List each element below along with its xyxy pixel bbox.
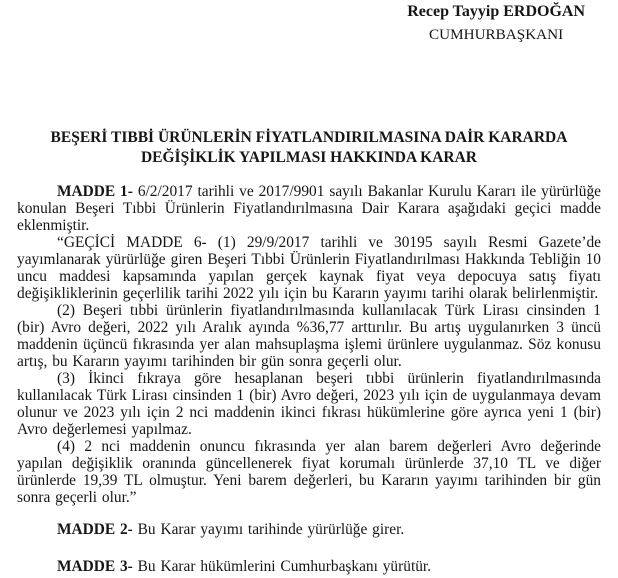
madde-3-text: Bu Karar hükümlerini Cumhurbaşkanı yürütür. — [132, 558, 432, 575]
gecici-madde-6-text: “GEÇİCİ MADDE 6- (1) 29/9/2017 tarihli ve 30195 sayılı Resmi Gazete’de yayımlanarak yürürlüğe giren Beşeri Tıbbi Ürünlerin Fiyatlandırılması Hakkında Tebliğin 10 uncu maddesi kapsamında yapılan gerçek kaynak fiyat veya depocuya satış fiyatı değişikliklerinin geçerlilik tarihi 2022 yılı için bu Kararın yayımı tarihi olarak belirlenmiştir. — [17, 234, 601, 302]
signatory-title: CUMHURBAŞKANI — [429, 26, 564, 43]
paragraph-madde-3 — [17, 558, 601, 575]
madde-1-label: MADDE 1- — [57, 183, 133, 200]
paragraph-fikra-3 — [17, 370, 601, 438]
decree-title-line1: BEŞERİ TIBBİ ÜRÜNLERİN FİYATLANDIRILMASINA DAİR KARARDA — [50, 129, 568, 146]
madde-2-text: Bu Karar yayımı tarihinde yürürlüğe girer. — [132, 521, 405, 538]
madde-2-label: MADDE 2- — [57, 521, 133, 538]
madde-3-label: MADDE 3- — [57, 558, 133, 575]
paragraph-gecici-madde-6 — [17, 234, 601, 302]
decree-title — [17, 128, 601, 167]
paragraph-madde-1 — [17, 183, 601, 234]
paragraph-madde-2 — [17, 521, 601, 538]
fikra-4-text: (4) 2 nci maddenin onuncu fıkrasında yer alan barem değerleri Avro değerinde yapılan değişiklik oranında güncellenerek fiyat korumalı ürünlerde 37,10 TL ve diğer ürünlerde 19,39 TL olmuştur. Yeni barem değerleri, bu Kararın yayımı tarihinden bir gün sonra geçerli olur.” — [17, 438, 601, 506]
paragraph-fikra-2 — [17, 302, 601, 370]
fikra-3-text: (3) İkinci fıkraya göre hesaplanan beşeri tıbbi ürünlerin fiyatlandırılmasında kullanılacak Türk Lirası cinsinden 1 (bir) Avro değeri, 2023 yılı için de uygulanmaya devam olunur ve 2023 yılı için 2 nci maddenin ikinci fıkrası hükümlerine göre ayrıca yeni 1 (bir) Avro değerlemesi yapılmaz. — [17, 370, 601, 438]
paragraph-fikra-4 — [17, 438, 601, 506]
decree-body — [17, 183, 601, 575]
fikra-2-text: (2) Beşeri tıbbi ürünlerin fiyatlandırılmasında kullanılacak Türk Lirası cinsinden 1 (bir) Avro değeri, 2022 yılı Aralık ayında %36,77 arttırılır. Bu artış uygulanırken 3 üncü maddenin üçüncü fıkrasında yer alan mahsuplaşma işlemi ürünlere uygulanmaz. Söz konusu artış, bu Kararın yayımı tarihinden bir gün sonra geçerli olur. — [17, 302, 601, 370]
decree-title-line2: DEĞİŞİKLİK YAPILMASI HAKKINDA KARAR — [140, 148, 478, 166]
madde-1-text: 6/2/2017 tarihli ve 2017/9901 sayılı Bakanlar Kurulu Kararı ile yürürlüğe konulan Beşeri Tıbbi Ürünlerin Fiyatlandırılmasına Dair Karara aşağıdaki geçici madde eklenmiştir. — [17, 183, 601, 234]
signature-block — [407, 2, 585, 44]
signatory-name: Recep Tayyip ERDOĞAN — [407, 3, 585, 20]
